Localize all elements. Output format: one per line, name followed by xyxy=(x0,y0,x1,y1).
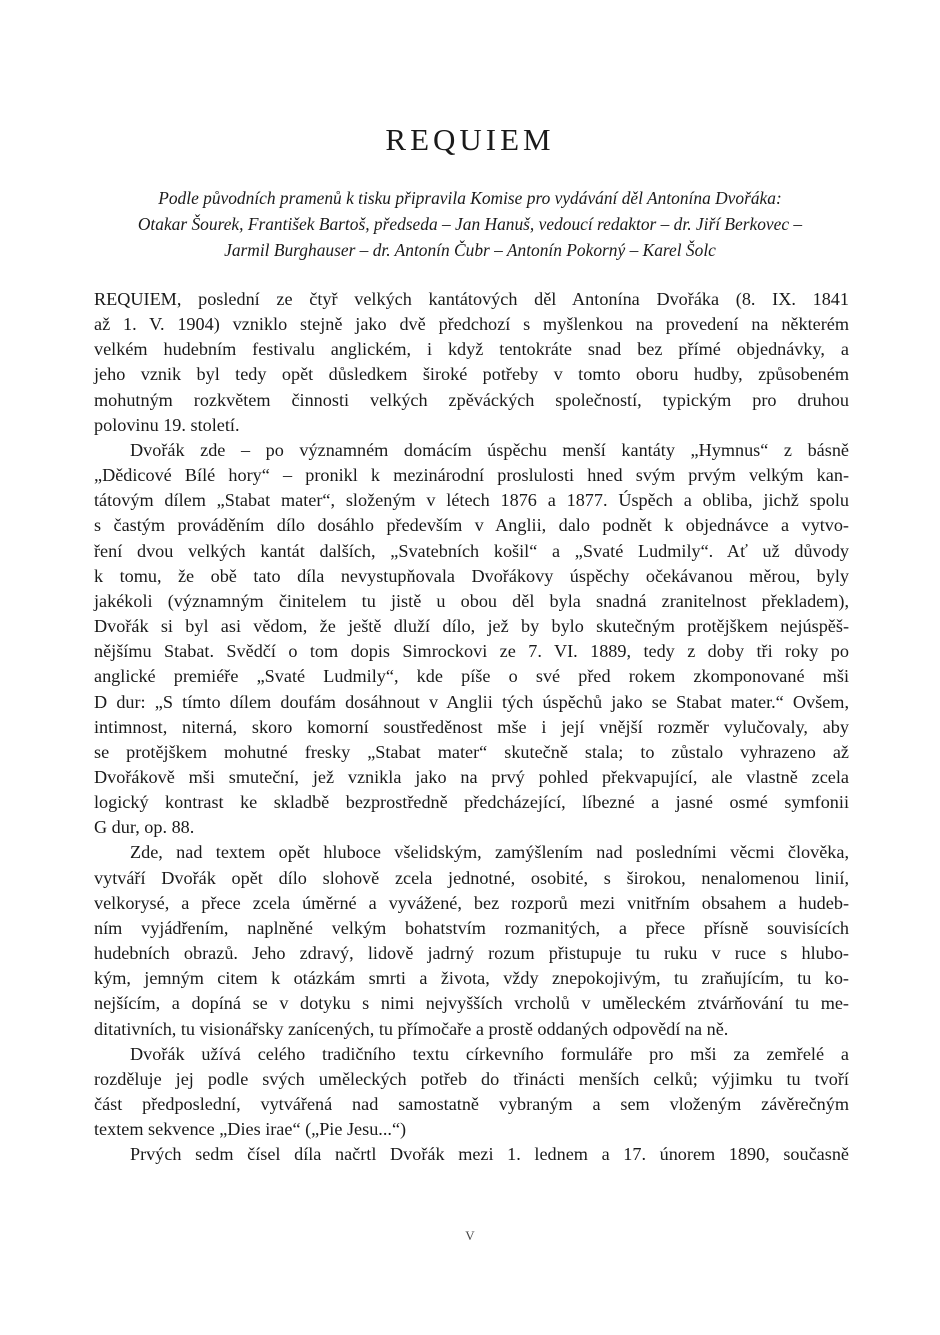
credits-line: Podle původních pramenů k tisku připravila Komise pro vydávání děl Antonína Dvořáka: xyxy=(158,188,782,208)
paragraph xyxy=(94,438,849,841)
paragraph xyxy=(94,840,849,1041)
text-line: G dur, op. 88. xyxy=(94,817,195,838)
text-line: tátovým dílem „Stabat mater“, složeným v létech 1876 a 1877. Úspěch a obliba, jichž spolu xyxy=(94,490,849,511)
text-line: jeho vznik byl tedy opět důsledkem široké potřeby v tomto oboru hudby, způsobeném xyxy=(94,364,849,385)
paragraph xyxy=(94,287,849,438)
text-line: Dvořák užívá celého tradičního textu církevního formuláře pro mši za zemřelé a xyxy=(130,1043,849,1064)
text-line: rozděluje jej podle svých uměleckých potřeb do třinácti menších celků; výjimku tu tvoří xyxy=(94,1068,849,1089)
text-line: část předposlední, vytvářená nad samostatně vybraným a sem vloženým závěrečným xyxy=(94,1094,849,1114)
text-line: anglické premiéře „Svaté Ludmily“, kde píše o své před rokem zkomponované mši xyxy=(94,666,849,687)
editorial-credits xyxy=(96,185,844,263)
text-line: Dvořák zde – po významném domácím úspěchu menší kantáty „Hymnus“ z básně xyxy=(130,439,849,460)
body-text xyxy=(94,287,849,1167)
text-line: intimnost, niterná, skoro komorní soustředěnost mše i její vnější rozměr vylučovaly, aby xyxy=(94,716,849,737)
text-line: polovinu 19. století. xyxy=(94,414,240,435)
credits-line: Otakar Šourek, František Bartoš, předseda – Jan Hanuš, vedoucí redaktor – dr. Jiří Berkovec – xyxy=(137,214,803,234)
text-line: kým, jemným citem k otázkám smrti a života, vždy znepokojivým, tu zraňujícím, tu ko- xyxy=(94,968,849,989)
text-line: Dvořákově mši smuteční, jež vznikla jako na prvý pohled překvapující, ale vlastně zcela xyxy=(94,766,849,787)
page-number: V xyxy=(465,1228,475,1243)
text-line: až 1. V. 1904) vzniklo stejně jako dvě předchozí s myšlenkou na provedení na některém xyxy=(94,314,849,335)
text-line: Dvořák si byl asi vědom, že ještě dluží dílo, jež by bylo skutečným protějškem nejúspěš- xyxy=(94,616,849,637)
text-line: ním vyjádřením, naplněné velkým bohatstvím rozmanitých, a přece přísně souvisících xyxy=(94,917,849,938)
text-line: vytváří Dvořák opět dílo slohově zcela jednotné, osobité, s širokou, nenalomenou linií, xyxy=(94,867,849,888)
text-line: REQUIEM, poslední ze čtyř velkých kantátových děl Antonína Dvořáka (8. IX. 1841 xyxy=(94,289,849,309)
text-line: nějšímu Stabat. Svědčí o tom dopis Simrockovi ze 7. VI. 1889, tedy z doby tři roky po xyxy=(94,641,849,662)
text-line: Zde, nad textem opět hluboce všelidským, zamýšlením nad posledními věcmi člověka, xyxy=(130,842,849,863)
text-line: textem sekvence „Dies irae“ („Pie Jesu...“) xyxy=(94,1119,407,1140)
text-line: nejšícím, a dopíná se v dotyku s nimi nejvyšších vrcholů v uměleckém ztvárňování tu me- xyxy=(94,993,849,1014)
paragraph xyxy=(94,1042,849,1143)
text-line: se protějškem mohutné fresky „Stabat mater“ skutečně stala; to zůstalo vyhrazeno až xyxy=(94,741,849,762)
text-line: ditativních, tu visionářsky zanícených, tu přímočaře a prostě oddaných odpovědí na ně. xyxy=(94,1018,729,1039)
text-line: mohutným rozkvětem činnosti velkých zpěváckých společností, typickým pro druhou xyxy=(94,389,849,410)
text-line: „Dědicové Bílé hory“ – pronikl k mezinárodní proslulosti hned svým prvým velkým kan- xyxy=(94,465,849,486)
text-line: D dur: „S tímto dílem doufám dosáhnout v Anglii tých úspěchů jako se Stabat mater.“ Ovšem, xyxy=(94,691,849,712)
page-title: REQUIEM xyxy=(385,122,555,157)
paragraph xyxy=(94,1142,849,1167)
text-line: ření dvou velkých kantát dalších, „Svatebních košil“ a „Svaté Ludmily“. Ať už důvody xyxy=(94,540,849,561)
text-line: velkorysé, a přece zcela úměrné a vyvážené, bez rozporů mezi vnitřním obsahem a hudeb- xyxy=(94,892,849,913)
text-line: k tomu, že obě tato díla nevystupňovala Dvořákovy úspěchy očekávanou měrou, byly xyxy=(94,565,849,586)
text-line: hudebních obrazů. Jeho zdravý, lidově jadrný rozum přistupuje tu ruku v ruce s hlubo- xyxy=(94,943,849,964)
text-line: velkém hudebním festivalu anglickém, i když tentokráte snad bez přímé objednávky, a xyxy=(94,339,849,360)
credits-line: Jarmil Burghauser – dr. Antonín Čubr – Antonín Pokorný – Karel Šolc xyxy=(224,240,716,260)
text-line: s častým prováděním dílo dosáhlo především v Anglii, dalo podnět k objednávce a vytvo- xyxy=(94,515,849,536)
text-line: jakékoli (významným činitelem tu jistě u obou děl byla snadná zranitelnost překladem), xyxy=(94,590,849,611)
text-line: Prvých sedm čísel díla načrtl Dvořák mezi 1. lednem a 17. únorem 1890, současně xyxy=(130,1144,849,1165)
text-line: logický kontrast ke skladbě bezprostředně předcházející, líbezné a jasné osmé symfonii xyxy=(94,792,849,813)
